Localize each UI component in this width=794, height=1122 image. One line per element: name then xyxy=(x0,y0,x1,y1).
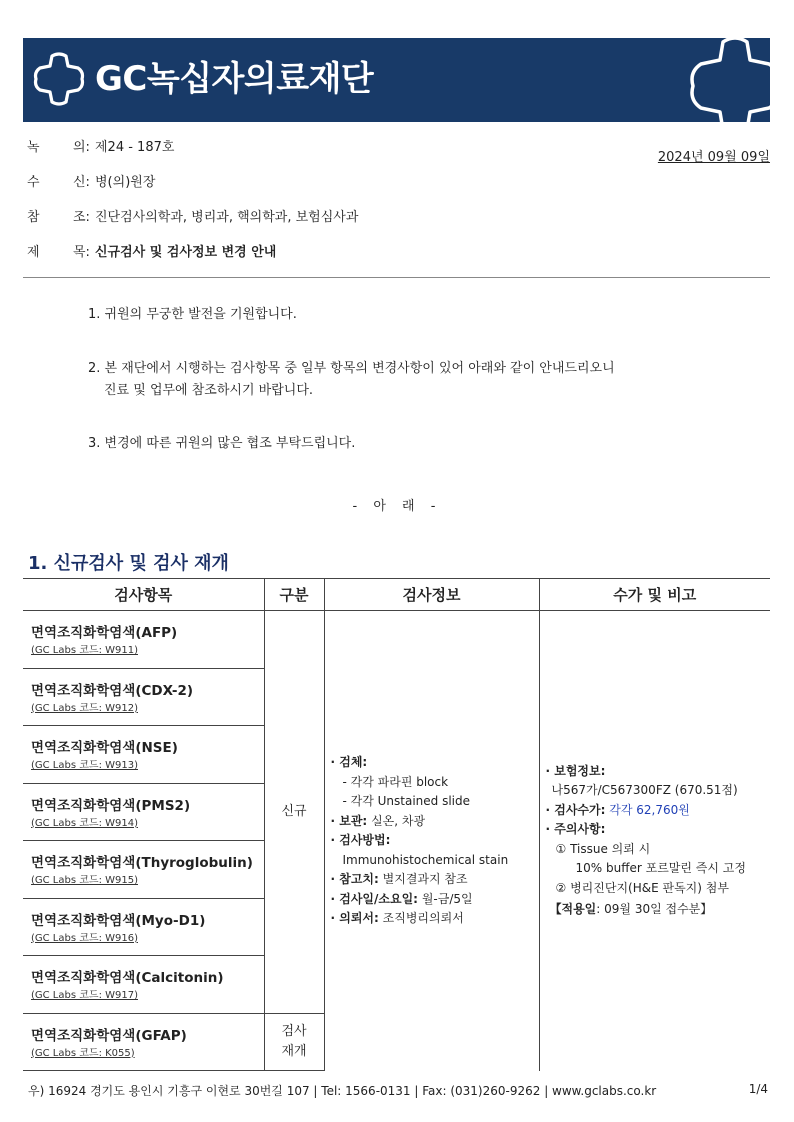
test-item-code: (GC Labs 코드: W915) xyxy=(31,875,138,887)
test-item-title: 면역조직화학염색(AFP) xyxy=(31,625,178,642)
paragraph-2-line-2: 진료 및 업무에 참조하시기 바랍니다. xyxy=(104,383,314,398)
test-item-code: (GC Labs 코드: W916) xyxy=(31,932,138,944)
footer xyxy=(28,1082,768,1099)
category-resume: 검사 재개 xyxy=(264,1013,324,1071)
test-item-cell xyxy=(23,841,264,899)
page-number: 1/4 xyxy=(748,1082,768,1096)
fee-note-cell: · 보험정보: 나567가/C567300FZ (670.51점) · 검사수가: 각각 62,760원 · 주의사항: ① Tissue 의뢰 시 10% buffer 포르말린 즉시 고정 ② 병리진단지(H&E 판독지) 첨부 【적용일: 09월 30일 접수분】 xyxy=(539,611,770,1071)
test-item-cell xyxy=(23,611,264,669)
col-header-fee-note: 수가 및 비고 xyxy=(539,579,770,611)
decorative-cross-icon xyxy=(685,38,770,122)
test-table xyxy=(23,578,770,1071)
test-item-code: (GC Labs 코드: K055) xyxy=(31,1047,135,1059)
test-item-cell xyxy=(23,726,264,784)
paragraph-2-line-1: 2. 본 재단에서 시행하는 검사항목 중 일부 항목의 변경사항이 있어 아래와 같이 안내드리오니 xyxy=(88,361,615,376)
paragraph-1: 1. 귀원의 무궁한 발전을 기원합니다. xyxy=(88,307,297,322)
logo-text: GC녹십자의료재단 xyxy=(95,59,374,99)
test-item-title: 면역조직화학염색(Thyroglobulin) xyxy=(31,855,253,872)
test-item-code: (GC Labs 코드: W914) xyxy=(31,817,138,829)
col-header-test-item: 검사항목 xyxy=(23,579,264,611)
subject-text: 신규검사 및 검사정보 변경 안내 xyxy=(95,245,277,260)
document-date: 2024년 09월 09일 xyxy=(657,150,770,165)
test-item-title: 면역조직화학염색(Myo-D1) xyxy=(31,912,206,929)
test-item-title: 면역조직화학염색(NSE) xyxy=(31,740,178,757)
test-item-cell xyxy=(23,668,264,726)
test-item-cell xyxy=(23,1013,264,1071)
test-item-title: 면역조직화학염색(PMS2) xyxy=(31,797,191,814)
logo-cross-icon xyxy=(32,52,86,106)
category-new: 신규 xyxy=(264,611,324,1014)
col-header-test-info: 검사정보 xyxy=(324,579,539,611)
test-item-cell xyxy=(23,898,264,956)
header-banner xyxy=(23,38,770,122)
section-title: 1. 신규검사 및 검사 재개 xyxy=(28,553,229,574)
test-item-title: 면역조직화학염색(GFAP) xyxy=(31,1027,187,1044)
paragraph-3: 3. 변경에 따른 귀원의 많은 협조 부탁드립니다. xyxy=(88,436,356,451)
test-item-code: (GC Labs 코드: W912) xyxy=(31,702,138,714)
divider xyxy=(23,277,770,278)
test-item-title: 면역조직화학염색(CDX-2) xyxy=(31,682,194,699)
col-header-category: 구분 xyxy=(264,579,324,611)
footer-contact: 우) 16924 경기도 용인시 기흥구 이현로 30번길 107 | Tel: 1566-0131 | Fax: (031)260-9262 | www.gclabs.co.kr xyxy=(28,1084,657,1098)
test-item-code: (GC Labs 코드: W917) xyxy=(31,990,138,1002)
test-item-cell xyxy=(23,956,264,1014)
test-item-code: (GC Labs 코드: W911) xyxy=(31,645,138,657)
test-item-code: (GC Labs 코드: W913) xyxy=(31,760,138,772)
below-note: - 아 래 - xyxy=(352,499,442,514)
table-row xyxy=(23,611,770,669)
test-item-title: 면역조직화학염색(Calcitonin) xyxy=(31,970,224,987)
fee-amount: 각각 62,760원 xyxy=(609,802,690,817)
test-item-cell xyxy=(23,783,264,841)
test-info-cell: · 검체: - 각각 파라핀 block - 각각 Unstained slide · 보관: 실온, 차광 · 검사방법: Immunohistochemical stain · 참고치: 별지결과지 참조 · 검사일/소요일: 월-금/5일 · 의뢰서: 조직병리의뢰서 xyxy=(324,611,539,1071)
